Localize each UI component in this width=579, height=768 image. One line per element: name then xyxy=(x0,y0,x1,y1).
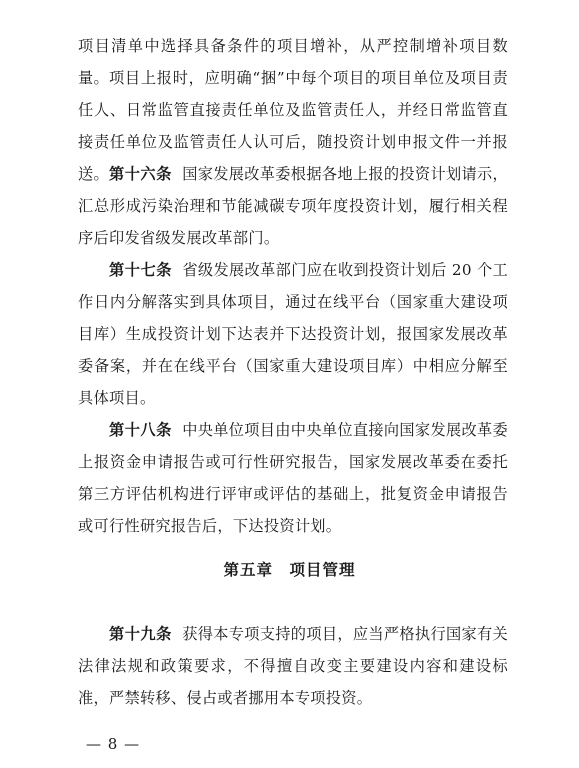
article-number: 第十九条 xyxy=(109,625,172,643)
paragraph-text: 省级发展改革部门应在收到投资计划后 20 个工作日内分解落实到具体项目，通过在线平台（国家重大建设项目库）生成投资计划下达表并下达投资计划，报国家发展改革委备案，并在在线平台（国家重大建设项目库）中相应分解至具体项目。 xyxy=(78,261,508,407)
chapter-title: 第五章 项目管理 xyxy=(223,561,356,579)
article-18 xyxy=(78,414,508,542)
page-number: — 8 — xyxy=(86,735,141,753)
article-17 xyxy=(78,254,508,414)
article-16 xyxy=(78,158,508,254)
article-19 xyxy=(78,618,508,714)
paragraph-text: 国家发展改革委根据各地上报的投资计划请示，汇总形成污染治理和节能减碳专项年度投资计划，履行相关程序后印发省级发展改革部门。 xyxy=(78,165,508,247)
paragraph-text: 中央单位项目由中央单位直接向国家发展改革委上报资金申请报告或可行性研究报告，国家发展改革委在委托第三方评估机构进行评审或评估的基础上，批复资金申请报告或可行性研究报告后，下达投资计划。 xyxy=(78,421,508,535)
article-number: 第十八条 xyxy=(109,421,172,439)
paragraph-text: 获得本专项支持的项目，应当严格执行国家有关法律法规和政策要求，不得擅自改变主要建设内容和建设标准，严禁转移、侵占或者挪用本专项投资。 xyxy=(78,625,508,707)
article-number: 第十七条 xyxy=(109,261,172,279)
paragraph-text: 项目清单中选择具备条件的项目增补，从严控制增补项目数量。 xyxy=(78,37,508,87)
paragraph-text: 项目上报时，应明确“捆”中每个项目的项目单位及项目责任人、日常监管直接责任单位及监管责任人，并经日常监管直接责任单位及监管责任人认可后，随投资计划申报文件一并报送。 xyxy=(78,69,508,183)
article-number: 第十六条 xyxy=(109,165,172,183)
